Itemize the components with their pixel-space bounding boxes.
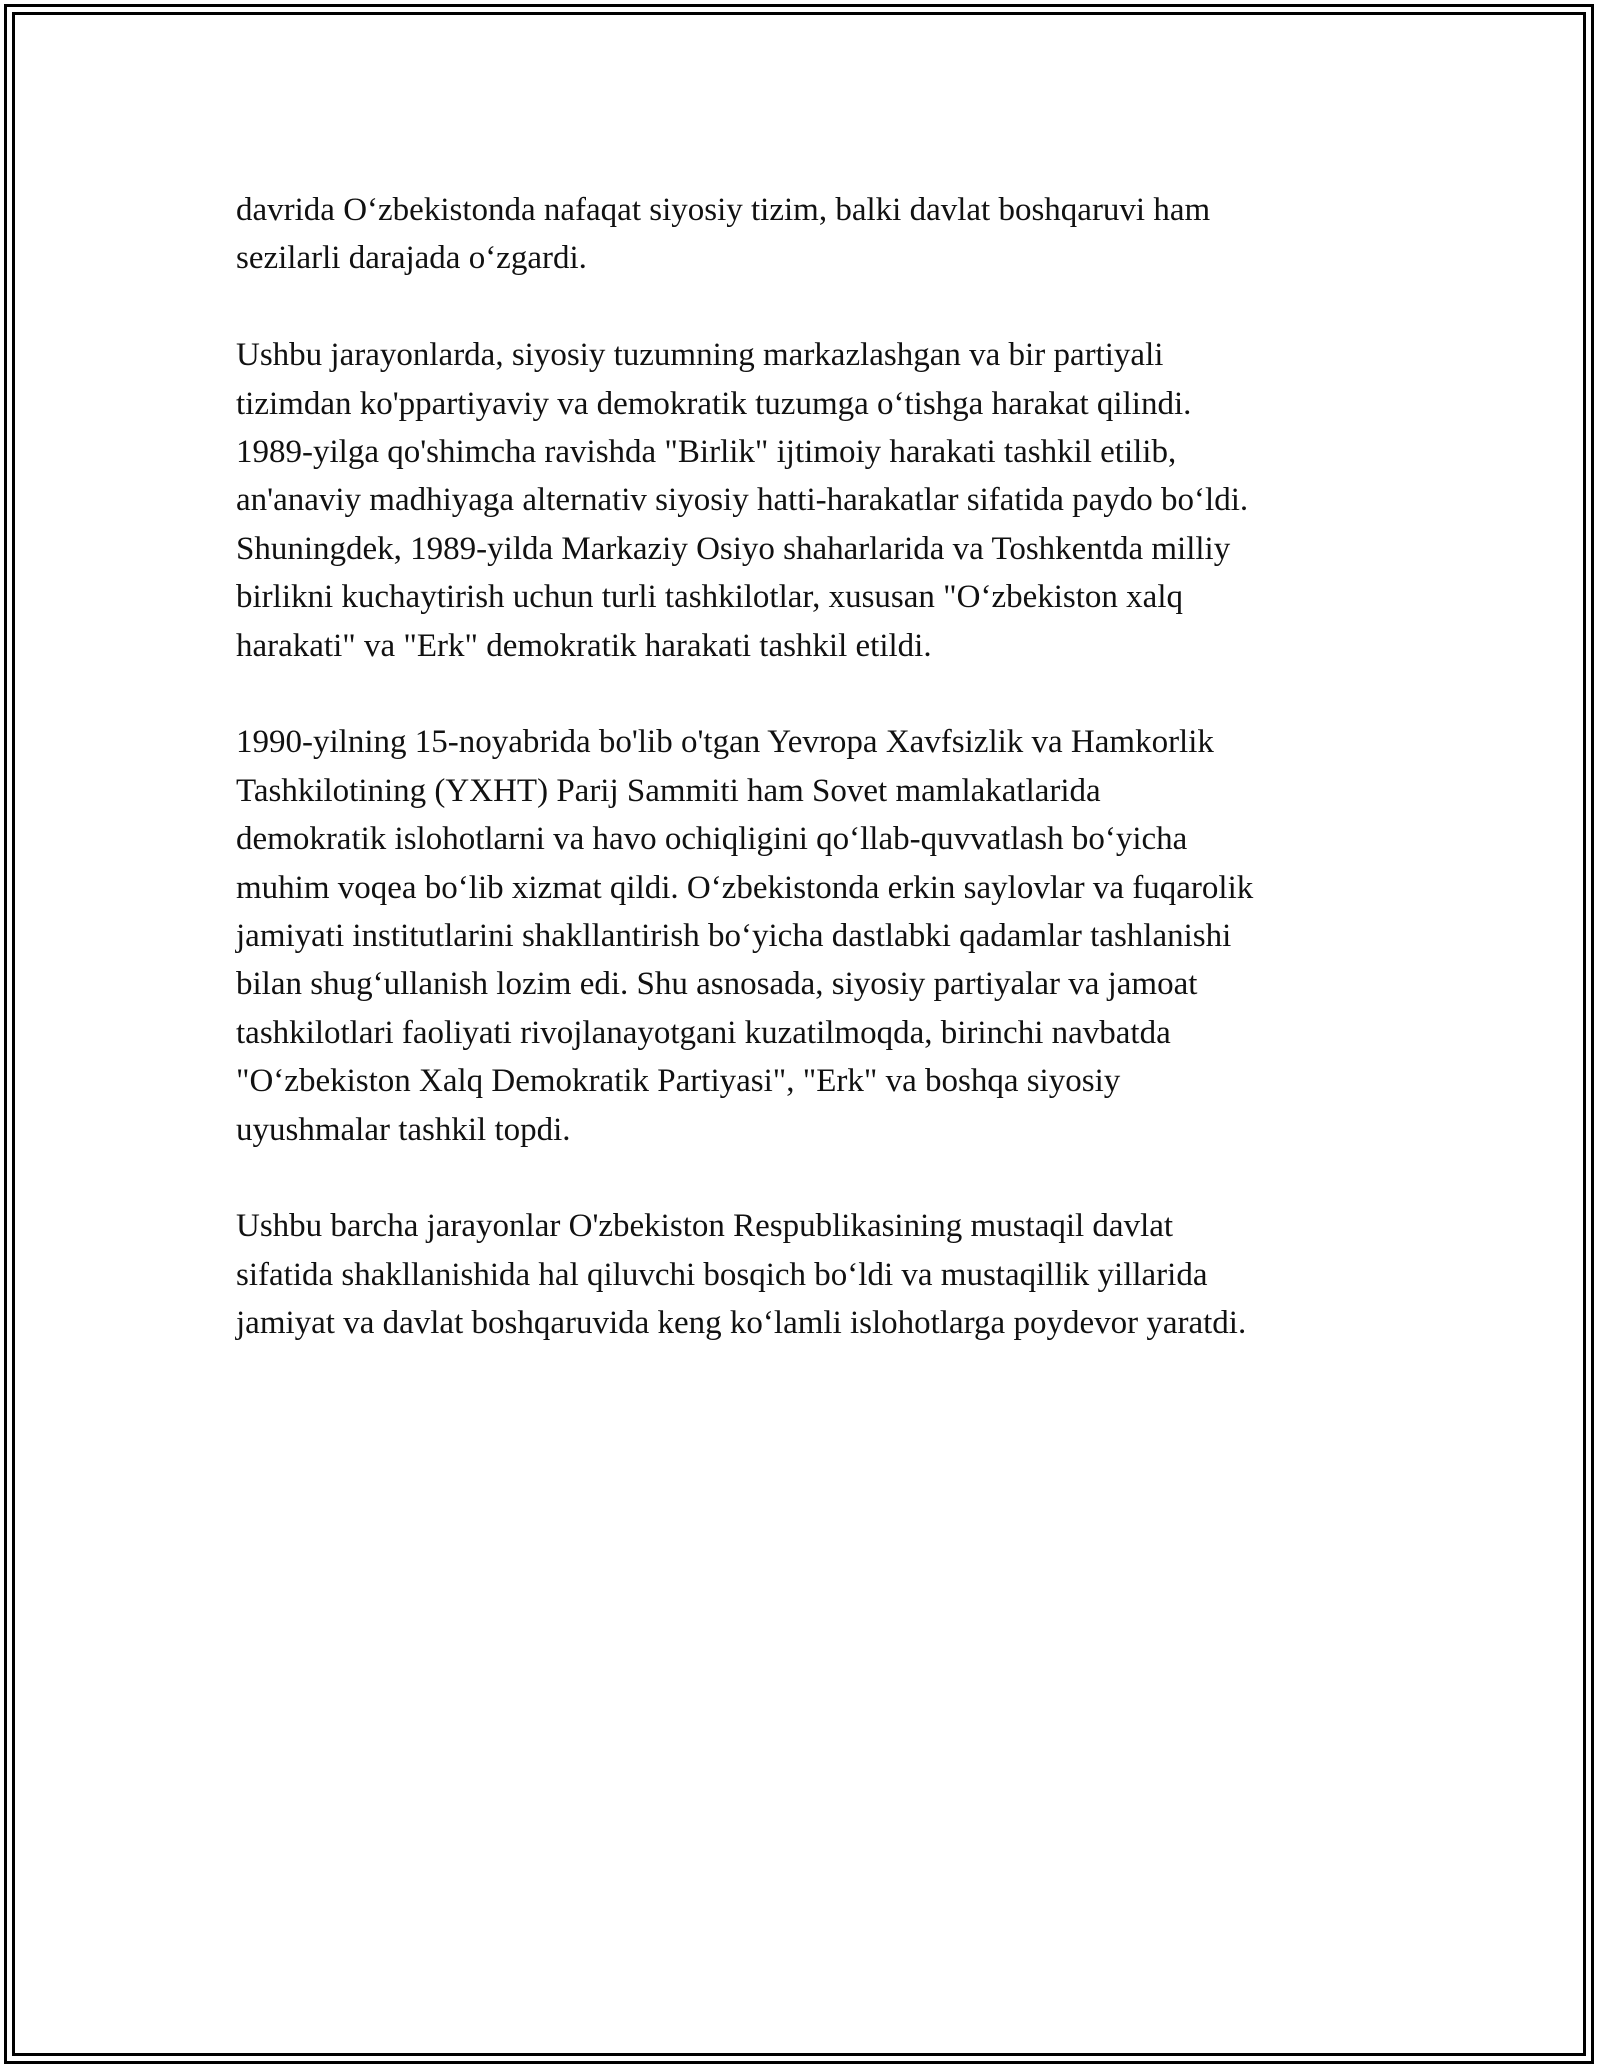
text-line: demokratik islohotlarni va havo ochiqligini qo‘llab-quvvatlash bo‘yicha	[236, 821, 1188, 858]
text-line: "O‘zbekiston Xalq Demokratik Partiyasi", "Erk" va boshqa siyosiy	[236, 1063, 1121, 1100]
text-line: 1989-yilga qo'shimcha ravishda "Birlik" ijtimoiy harakati tashkil etilib,	[236, 434, 1177, 471]
text-line: Ushbu jarayonlarda, siyosiy tuzumning markazlashgan va bir partiyali	[236, 337, 1164, 374]
paragraph-2	[236, 331, 1376, 670]
paragraph-3	[236, 718, 1376, 1154]
document-body	[236, 186, 1376, 1396]
paragraph-1	[236, 186, 1376, 283]
text-line: jamiyati institutlarini shakllantirish bo‘yicha dastlabki qadamlar tashlanishi	[236, 918, 1232, 955]
text-line: 1990-yilning 15-noyabrida bo'lib o'tgan Yevropa Xavfsizlik va Hamkorlik	[236, 724, 1214, 761]
text-line: davrida O‘zbekistonda nafaqat siyosiy tizim, balki davlat boshqaruvi ham	[236, 192, 1211, 228]
text-line: harakati" va "Erk" demokratik harakati tashkil etildi.	[236, 627, 932, 664]
text-line: uyushmalar tashkil topdi.	[236, 1111, 571, 1148]
text-line: Tashkilotining (YXHT) Parij Sammiti ham Sovet mamlakatlarida	[236, 772, 1101, 809]
text-line: tashkilotlari faoliyati rivojlanayotgani kuzatilmoqda, birinchi navbatda	[236, 1014, 1171, 1051]
text-line: sezilarli darajada o‘zgardi.	[236, 240, 587, 277]
text-line: an'anaviy madhiyaga alternativ siyosiy hatti-harakatlar sifatida paydo bo‘ldi.	[236, 482, 1249, 519]
text-line: Ushbu barcha jarayonlar O'zbekiston Respublikasining mustaqil davlat	[236, 1208, 1174, 1245]
text-line: bilan shug‘ullanish lozim edi. Shu asnosada, siyosiy partiyalar va jamoat	[236, 966, 1198, 1003]
text-line: sifatida shakllanishida hal qiluvchi bosqich bo‘ldi va mustaqillik yillarida	[236, 1256, 1208, 1293]
text-line: birlikni kuchaytirish uchun turli tashkilotlar, xususan "O‘zbekiston xalq	[236, 579, 1183, 616]
text-line: muhim voqea bo‘lib xizmat qildi. O‘zbekistonda erkin saylovlar va fuqarolik	[236, 869, 1254, 906]
text-line: jamiyat va davlat boshqaruvida keng ko‘lamli islohotlarga poydevor yaratdi.	[236, 1305, 1247, 1342]
paragraph-4	[236, 1202, 1376, 1347]
text-line: tizimdan ko'ppartiyaviy va demokratik tuzumga o‘tishga harakat qilindi.	[236, 385, 1192, 422]
text-line: Shuningdek, 1989-yilda Markaziy Osiyo shaharlarida va Toshkentda milliy	[236, 530, 1231, 567]
